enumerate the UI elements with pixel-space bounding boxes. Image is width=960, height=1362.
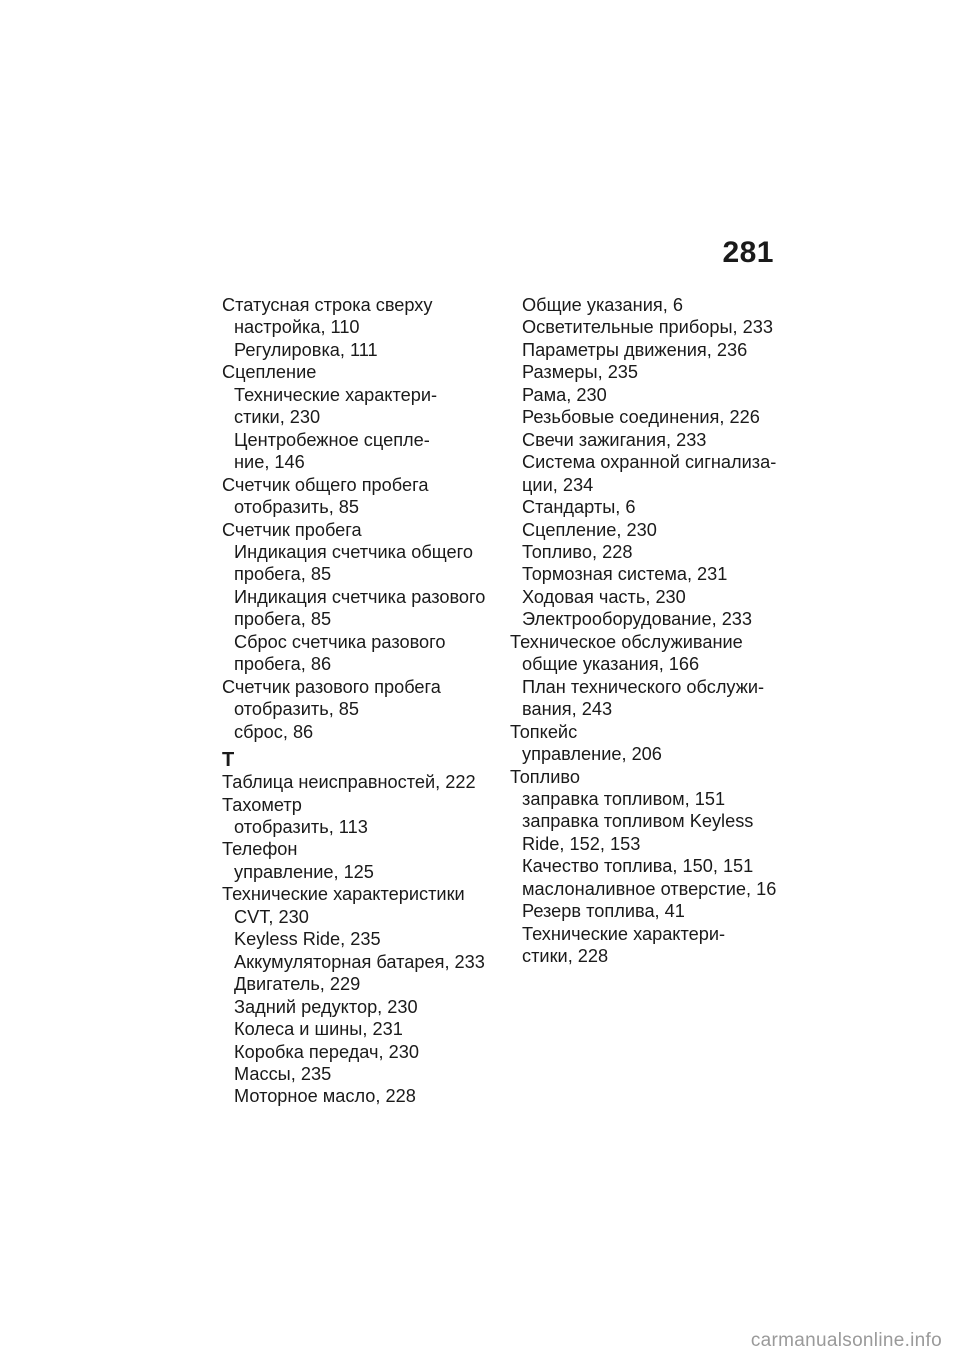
index-subentry: Качество топлива, 150, 151: [522, 856, 754, 877]
index-subentry: План технического обслужи-: [522, 676, 765, 697]
index-subentry: Размеры, 235: [522, 362, 639, 383]
index-entry: Техническое обслуживание: [510, 631, 743, 652]
index-entry: Счетчик пробега: [222, 519, 362, 540]
index-subentry: Ride, 152, 153: [522, 833, 641, 854]
index-subentry: Технические характери-: [522, 923, 726, 944]
index-subentry: настройка, 110: [234, 317, 360, 338]
index-subentry: Осветительные приборы, 233: [522, 317, 774, 338]
index-subentry: Аккумуляторная батарея, 233: [234, 951, 485, 972]
index-subentry: Центробежное сцепле-: [234, 429, 430, 450]
index-entry: Счетчик разового пробега: [222, 676, 441, 697]
index-subentry: заправка топливом, 151: [522, 788, 726, 809]
index-subentry: Двигатель, 229: [234, 974, 361, 995]
index-subentry: Топливо, 228: [522, 541, 633, 562]
index-subentry: Сброс счетчика разового: [234, 631, 446, 652]
index-subentry: Массы, 235: [234, 1063, 332, 1084]
index-column-right: [510, 294, 795, 968]
index-subentry: Свечи зажигания, 233: [522, 429, 707, 450]
index-subentry: стики, 228: [522, 946, 609, 967]
index-subentry: Технические характери-: [234, 384, 438, 405]
index-subentry: Сцепление, 230: [522, 519, 657, 540]
index-subentry: стики, 230: [234, 407, 321, 428]
index-column-left: [222, 294, 507, 1108]
index-subentry: отобразить, 113: [234, 816, 368, 837]
index-subentry: общие указания, 166: [522, 654, 700, 675]
index-subentry: Колеса и шины, 231: [234, 1019, 403, 1040]
index-entry: Счетчик общего пробега: [222, 474, 429, 495]
index-subentry: Keyless Ride, 235: [234, 929, 381, 950]
index-subentry: управление, 125: [234, 861, 374, 882]
index-subentry: Тормозная система, 231: [522, 564, 728, 585]
index-subentry: Коробка передач, 230: [234, 1041, 419, 1062]
index-subentry: Резерв топлива, 41: [522, 901, 685, 922]
watermark-text: carmanualsonline.info: [750, 1330, 942, 1351]
index-subentry: пробега, 85: [234, 564, 332, 585]
index-subentry: Система охранной сигнализа-: [522, 452, 777, 473]
index-entry: Технические характеристики: [222, 884, 465, 905]
index-subentry: сброс, 86: [234, 721, 314, 742]
index-subentry: пробега, 85: [234, 609, 332, 630]
index-subentry: отобразить, 85: [234, 699, 360, 720]
index-entry: Топливо: [510, 766, 580, 787]
index-subentry: Задний редуктор, 230: [234, 996, 418, 1017]
index-entry: Сцепление: [222, 362, 317, 383]
index-subentry: вания, 243: [522, 699, 613, 720]
index-subentry: Общие указания, 6: [522, 295, 683, 315]
index-entry: Тахометр: [222, 794, 302, 815]
index-entry: Статусная строка сверху: [222, 295, 433, 315]
index-subentry: Параметры движения, 236: [522, 339, 748, 360]
index-subentry: заправка топливом Keyless: [522, 811, 754, 832]
page-number: 281: [722, 236, 774, 269]
index-subentry: Резьбовые соединения, 226: [522, 407, 760, 428]
index-subentry: маслоналивное отверстие, 16: [522, 878, 777, 899]
index-entry: Топкейс: [510, 721, 578, 742]
index-subentry: управление, 206: [522, 744, 662, 765]
index-entry: Таблица неисправностей, 222: [222, 772, 476, 793]
index-entry: Телефон: [222, 839, 298, 860]
index-subentry: Индикация счетчика общего: [234, 541, 473, 562]
index-subentry: ции, 234: [522, 474, 594, 495]
index-subentry: Стандарты, 6: [522, 497, 636, 518]
index-subentry: Ходовая часть, 230: [522, 586, 686, 607]
index-subentry: пробега, 86: [234, 654, 332, 675]
index-subentry: Моторное масло, 228: [234, 1086, 416, 1107]
index-subentry: Регулировка, 111: [234, 339, 378, 360]
index-subentry: Индикация счетчика разового: [234, 586, 486, 607]
section-letter-heading: Т: [222, 749, 235, 772]
index-subentry: Электрооборудование, 233: [522, 609, 753, 630]
index-subentry: отобразить, 85: [234, 497, 360, 518]
index-subentry: CVT, 230: [234, 906, 309, 927]
index-subentry: ние, 146: [234, 452, 305, 473]
index-subentry: Рама, 230: [522, 384, 607, 405]
